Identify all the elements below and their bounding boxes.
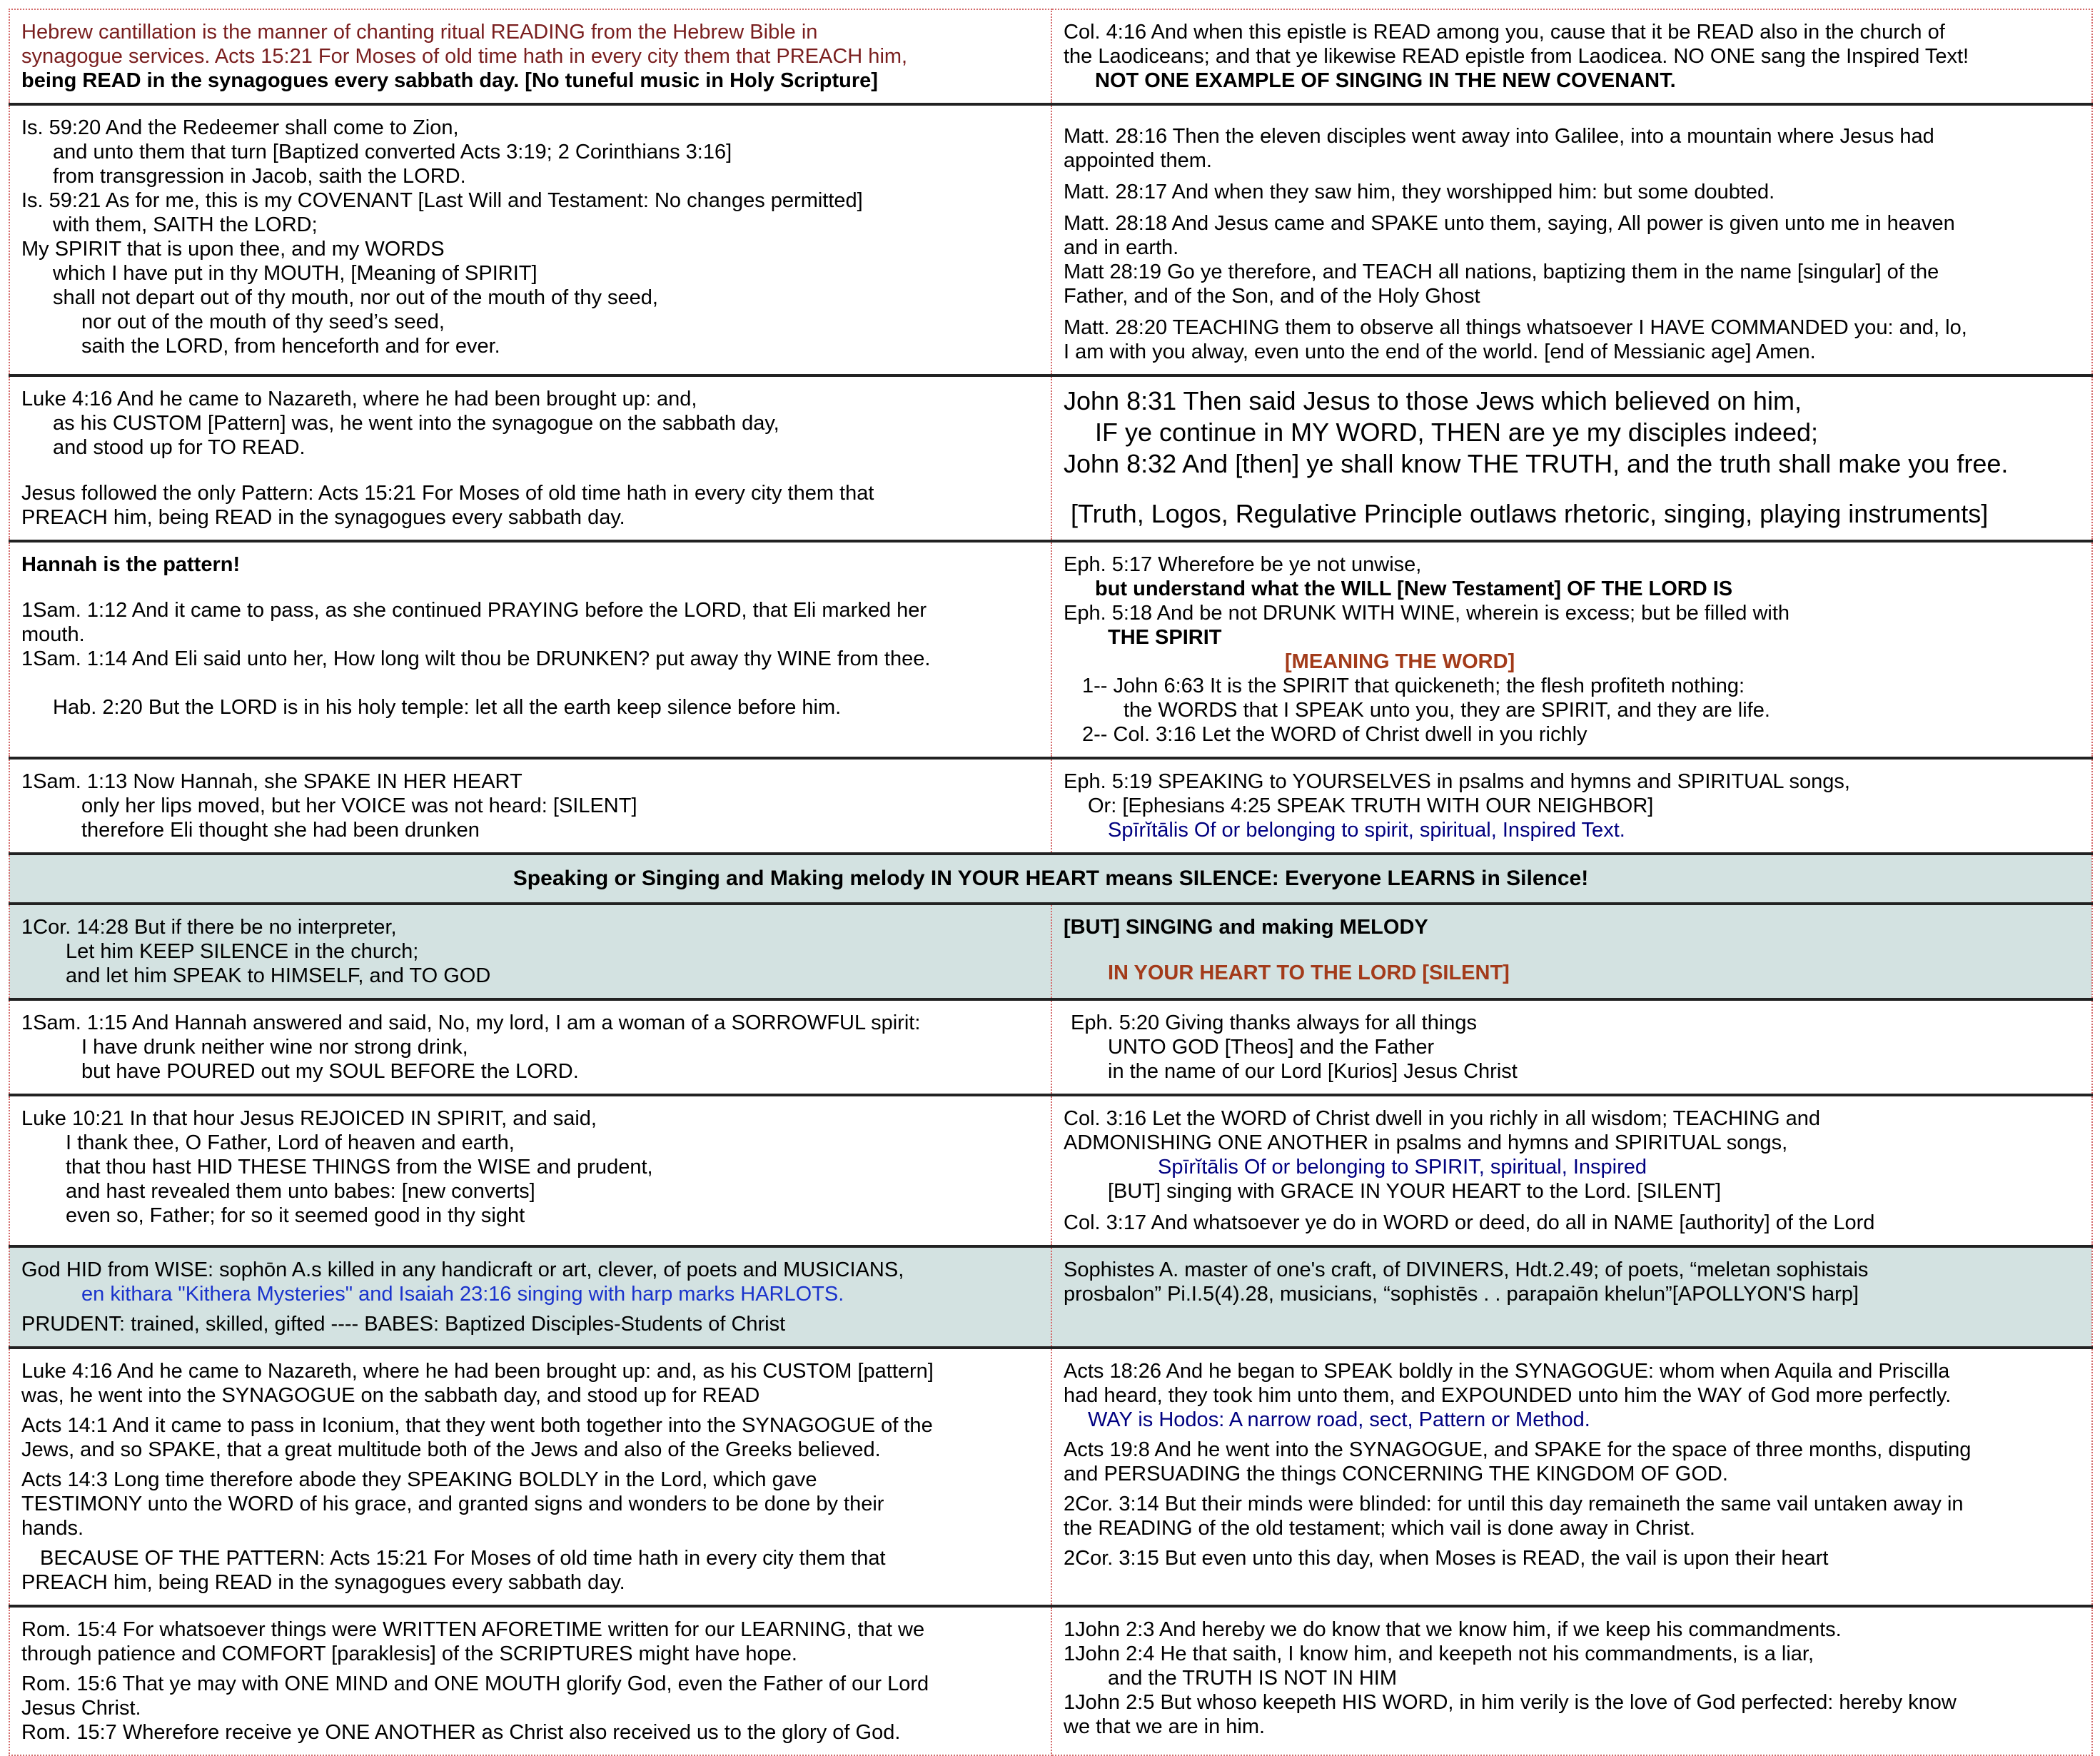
text-line: Eph. 5:17 Wherefore be ye not unwise,: [1064, 553, 1422, 576]
text-line: being READ in the synagogues every sabbath day. [No tuneful music in Holy Scripture]: [21, 69, 878, 92]
text-line: 1-- John 6:63 It is the SPIRIT that quickeneth; the flesh profiteth nothing:: [1082, 675, 1745, 697]
text-line: Jesus followed the only Pattern: Acts 15:21 For Moses of old time hath in every city them that: [21, 482, 874, 505]
table-row: [9, 1246, 2092, 1348]
text-line: My SPIRIT that is upon thee, and my WORDS: [21, 238, 445, 261]
text-line: the WORDS that I SPEAK unto you, they are SPIRIT, and they are life.: [1124, 699, 1770, 722]
scripture-table: [9, 9, 2093, 1756]
text-line: through patience and COMFORT [paraklesis] of the SCRIPTURES might have hope.: [21, 1643, 797, 1665]
text-line: and stood up for TO READ.: [53, 436, 306, 459]
text-line: therefore Eli thought she had been drunken: [81, 819, 480, 842]
table-row: [9, 904, 2092, 999]
text-line: Matt. 28:18 And Jesus came and SPAKE unto them, saying, All power is given unto me in heaven: [1064, 212, 1955, 235]
text-line: John 8:31 Then said Jesus to those Jews which believed on him,: [1064, 387, 1802, 415]
text-line: 1John 2:3 And hereby we do know that we know him, if we keep his commandments.: [1064, 1618, 1842, 1641]
text-line: 2-- Col. 3:16 Let the WORD of Christ dwell in you richly: [1082, 723, 1587, 746]
text-line: Spīrĭtālis Of or belonging to spirit, spiritual, Inspired Text.: [1108, 819, 1625, 842]
table-row: [9, 541, 2092, 758]
right-cell: [1051, 375, 2092, 541]
text-line: only her lips moved, but her VOICE was not heard: [SILENT]: [81, 794, 637, 817]
text-line: Hab. 2:20 But the LORD is in his holy temple: let all the earth keep silence before him.: [53, 696, 842, 719]
text-line: Sophistes A. master of one's craft, of DIVINERS, Hdt.2.49; of poets, “meletan sophistais: [1064, 1258, 1869, 1281]
text-line: I am with you alway, even unto the end of the world. [end of Messianic age] Amen.: [1064, 340, 1816, 363]
text-line: Let him KEEP SILENCE in the church;: [66, 940, 419, 963]
text-line: Col. 3:17 And whatsoever ye do in WORD or deed, do all in NAME [authority] of the Lord: [1064, 1211, 1875, 1234]
right-cell: [1051, 758, 2092, 854]
text-line: Rom. 15:7 Wherefore receive ye ONE ANOTHER as Christ also received us to the glory of God.: [21, 1721, 901, 1744]
text-line: appointed them.: [1064, 149, 1212, 172]
right-cell: [1051, 904, 2092, 999]
text-line: Luke 4:16 And he came to Nazareth, where he had been brought up: and,: [21, 388, 697, 410]
text-line: Hannah is the pattern!: [21, 553, 241, 576]
text-line: [Truth, Logos, Regulative Principle outlaws rhetoric, singing, playing instruments]: [1071, 500, 1989, 528]
text-line: [BUT] SINGING and making MELODY: [1064, 916, 1428, 939]
text-line: that thou hast HID THESE THINGS from the WISE and prudent,: [66, 1156, 653, 1179]
text-line: Acts 18:26 And he began to SPEAK boldly in the SYNAGOGUE: whom when Aquila and Priscilla: [1064, 1360, 1950, 1383]
text-line: Eph. 5:20 Giving thanks always for all things: [1071, 1011, 1478, 1034]
text-line: Rom. 15:6 That ye may with ONE MIND and ONE MOUTH glorify God, even the Father of our Lord: [21, 1672, 929, 1695]
text-line: THE SPIRIT: [1108, 626, 1222, 649]
text-line: from transgression in Jacob, saith the LORD.: [53, 165, 466, 188]
text-line: the READING of the old testament; which vail is done away in Christ.: [1064, 1517, 1695, 1540]
text-line: 1Sam. 1:14 And Eli said unto her, How long wilt thou be DRUNKEN? put away thy WINE from thee.: [21, 647, 931, 670]
text-line: en kithara "Kithera Mysteries" and Isaiah 23:16 singing with harp marks HARLOTS.: [81, 1283, 844, 1306]
right-cell: [1051, 1246, 2092, 1348]
text-line: Jews, and so SPAKE, that a great multitude both of the Jews and also of the Greeks believed.: [21, 1438, 881, 1461]
right-cell: [1051, 1095, 2092, 1246]
text-line: Acts 14:3 Long time therefore abode they SPEAKING BOLDLY in the Lord, which gave: [21, 1468, 817, 1491]
left-cell: [9, 1095, 1051, 1246]
text-line: and hast revealed them unto babes: [new converts]: [66, 1180, 535, 1203]
text-line: Acts 14:1 And it came to pass in Iconium, that they went both together into the SYNAGOGUE of the: [21, 1414, 933, 1437]
text-line: 1John 2:4 He that saith, I know him, and keepeth not his commandments, is a liar,: [1064, 1643, 1814, 1665]
text-line: and unto them that turn [Baptized converted Acts 3:19; 2 Corinthians 3:16]: [53, 141, 732, 163]
text-line: TESTIMONY unto the WORD of his grace, and granted signs and wonders to be done by their: [21, 1493, 884, 1515]
text-line: I thank thee, O Father, Lord of heaven and earth,: [66, 1131, 515, 1154]
text-line: 1Sam. 1:13 Now Hannah, she SPAKE IN HER HEART: [21, 770, 523, 793]
document-page: [9, 9, 2091, 1743]
text-line: had heard, they took him unto them, and EXPOUNDED unto him the WAY of God more perfectly.: [1064, 1384, 1952, 1407]
text-line: was, he went into the SYNAGOGUE on the sabbath day, and stood up for READ: [21, 1384, 760, 1407]
text-line: IF ye continue in MY WORD, THEN are ye my disciples indeed;: [1095, 418, 1819, 447]
text-line: Rom. 15:4 For whatsoever things were WRITTEN AFORETIME written for our LEARNING, that we: [21, 1618, 925, 1641]
left-cell: [9, 104, 1051, 375]
text-line: Is. 59:20 And the Redeemer shall come to Zion,: [21, 116, 459, 139]
table-row: [9, 104, 2092, 375]
text-line: Col. 3:16 Let the WORD of Christ dwell in you richly in all wisdom; TEACHING and: [1064, 1107, 1820, 1130]
table-row: [9, 1348, 2092, 1606]
text-line: and let him SPEAK to HIMSELF, and TO GOD: [66, 964, 491, 987]
text-line: mouth.: [21, 623, 85, 646]
text-line: Matt. 28:17 And when they saw him, they worshipped him: but some doubted.: [1064, 181, 1775, 203]
left-cell: [9, 758, 1051, 854]
table-row: [9, 1606, 2092, 1755]
text-line: nor out of the mouth of thy seed’s seed,: [81, 311, 445, 333]
text-line: 1Sam. 1:15 And Hannah answered and said, No, my lord, I am a woman of a SORROWFUL spirit:: [21, 1011, 921, 1034]
text-line: but understand what the WILL [New Testament] OF THE LORD IS: [1095, 577, 1733, 600]
text-line: IN YOUR HEART TO THE LORD [SILENT]: [1108, 962, 1510, 984]
text-line: Spīrĭtālis Of or belonging to SPIRIT, spiritual, Inspired: [1158, 1156, 1647, 1179]
text-line: UNTO GOD [Theos] and the Father: [1108, 1036, 1435, 1059]
left-cell: [9, 999, 1051, 1095]
text-line: and in earth.: [1064, 236, 1179, 259]
left-cell: [9, 375, 1051, 541]
table-row: [9, 999, 2092, 1095]
text-line: John 8:32 And [then] ye shall know THE TRUTH, and the truth shall make you free.: [1064, 450, 2009, 478]
text-line: the Laodiceans; and that ye likewise READ epistle from Laodicea. NO ONE sang the Inspired Text!: [1064, 45, 1969, 68]
text-line: 1John 2:5 But whoso keepeth HIS WORD, in him verily is the love of God perfected: hereby know: [1064, 1691, 1957, 1714]
left-cell: [9, 9, 1051, 104]
text-line: Matt. 28:20 TEACHING them to observe all things whatsoever I HAVE COMMANDED you: and, lo,: [1064, 316, 1967, 339]
text-line: in the name of our Lord [Kurios] Jesus Christ: [1108, 1060, 1518, 1083]
text-line: Luke 4:16 And he came to Nazareth, where he had been brought up: and, as his CUSTOM [pattern]: [21, 1360, 934, 1383]
text-line: PREACH him, being READ in the synagogues every sabbath day.: [21, 1571, 625, 1594]
right-cell: [1051, 9, 2092, 104]
text-line: I have drunk neither wine nor strong drink,: [81, 1036, 468, 1059]
text-line: shall not depart out of thy mouth, nor out of the mouth of thy seed,: [53, 286, 658, 309]
right-cell: [1051, 1348, 2092, 1606]
text-line: Acts 19:8 And he went into the SYNAGOGUE, and SPAKE for the space of three months, disputing: [1064, 1438, 1972, 1461]
right-cell: [1051, 104, 2092, 375]
text-line: with them, SAITH the LORD;: [53, 213, 318, 236]
text-line: NOT ONE EXAMPLE OF SINGING IN THE NEW COVENANT.: [1095, 69, 1676, 92]
text-line: which I have put in thy MOUTH, [Meaning of SPIRIT]: [53, 262, 537, 285]
left-cell: [9, 541, 1051, 758]
text-line: [MEANING THE WORD]: [1285, 650, 1515, 673]
text-line: Eph. 5:18 And be not DRUNK WITH WINE, wherein is excess; but be filled with: [1064, 602, 1790, 625]
text-line: Col. 4:16 And when this epistle is READ among you, cause that it be READ also in the church of: [1064, 21, 1945, 44]
right-cell: [1051, 999, 2092, 1095]
text-line: Luke 10:21 In that hour Jesus REJOICED IN SPIRIT, and said,: [21, 1107, 597, 1130]
text-line: as his CUSTOM [Pattern] was, he went into the synagogue on the sabbath day,: [53, 412, 779, 435]
text-line: Or: [Ephesians 4:25 SPEAK TRUTH WITH OUR NEIGHBOR]: [1088, 794, 1654, 817]
table-row: [9, 758, 2092, 854]
text-line: Is. 59:21 As for me, this is my COVENANT [Last Will and Testament: No changes permitted]: [21, 189, 863, 212]
text-line: PRUDENT: trained, skilled, gifted ---- BABES: Baptized Disciples-Students of Christ: [21, 1313, 786, 1336]
text-line: Jesus Christ.: [21, 1697, 141, 1720]
text-line: 1Sam. 1:12 And it came to pass, as she continued PRAYING before the LORD, that Eli marked her: [21, 599, 927, 622]
text-line: Hebrew cantillation is the manner of chanting ritual READING from the Hebrew Bible in: [21, 21, 818, 44]
text-line: but have POURED out my SOUL BEFORE the LORD.: [81, 1060, 579, 1083]
text-line: even so, Father; for so it seemed good in thy sight: [66, 1204, 525, 1227]
left-cell: [9, 1606, 1051, 1755]
text-line: saith the LORD, from henceforth and for ever.: [81, 335, 500, 358]
text-line: God HID from WISE: sophōn A.s killed in any handicraft or art, clever, of poets and MUSICIANS,: [21, 1258, 904, 1281]
text-line: 2Cor. 3:14 But their minds were blinded: for until this day remaineth the same vail untaken away in: [1064, 1493, 1964, 1515]
text-line: PREACH him, being READ in the synagogues every sabbath day.: [21, 506, 625, 529]
text-line: 2Cor. 3:15 But even unto this day, when Moses is READ, the vail is upon their heart: [1064, 1547, 1829, 1570]
text-line: ADMONISHING ONE ANOTHER in psalms and hymns and SPIRITUAL songs,: [1064, 1131, 1788, 1154]
table-row: [9, 9, 2092, 104]
text-line: WAY is Hodos: A narrow road, sect, Pattern or Method.: [1088, 1408, 1590, 1431]
text-line: Eph. 5:19 SPEAKING to YOURSELVES in psalms and hymns and SPIRITUAL songs,: [1064, 770, 1850, 793]
left-cell: [9, 1246, 1051, 1348]
text-line: Matt. 28:16 Then the eleven disciples went away into Galilee, into a mountain where Jesus had: [1064, 125, 1934, 148]
banner-cell: Speaking or Singing and Making melody IN YOUR HEART means SILENCE: Everyone LEARNS in Silence!: [9, 854, 2092, 904]
left-cell: [9, 904, 1051, 999]
right-cell: [1051, 541, 2092, 758]
text-line: Matt 28:19 Go ye therefore, and TEACH all nations, baptizing them in the name [singular] of the: [1064, 261, 1939, 283]
text-line: BECAUSE OF THE PATTERN: Acts 15:21 For Moses of old time hath in every city them that: [40, 1547, 886, 1570]
text-line: [BUT] singing with GRACE IN YOUR HEART to the Lord. [SILENT]: [1108, 1180, 1722, 1203]
text-line: we that we are in him.: [1064, 1715, 1266, 1738]
left-cell: [9, 1348, 1051, 1606]
text-line: 1Cor. 14:28 But if there be no interpreter,: [21, 916, 397, 939]
text-line: hands.: [21, 1517, 84, 1540]
text-line: synagogue services. Acts 15:21 For Moses of old time hath in every city them that PREACH him,: [21, 45, 908, 68]
right-cell: [1051, 1606, 2092, 1755]
text-line: and PERSUADING the things CONCERNING THE KINGDOM OF GOD.: [1064, 1463, 1728, 1485]
table-row: [9, 1095, 2092, 1246]
text-line: prosbalon” Pi.I.5(4).28, musicians, “sophistēs . . parapaiōn khelun”[APOLLYON'S harp]: [1064, 1283, 1859, 1306]
text-line: and the TRUTH IS NOT IN HIM: [1108, 1667, 1398, 1690]
table-row: [9, 375, 2092, 541]
text-line: Father, and of the Son, and of the Holy Ghost: [1064, 285, 1480, 308]
banner-row: [9, 854, 2092, 904]
